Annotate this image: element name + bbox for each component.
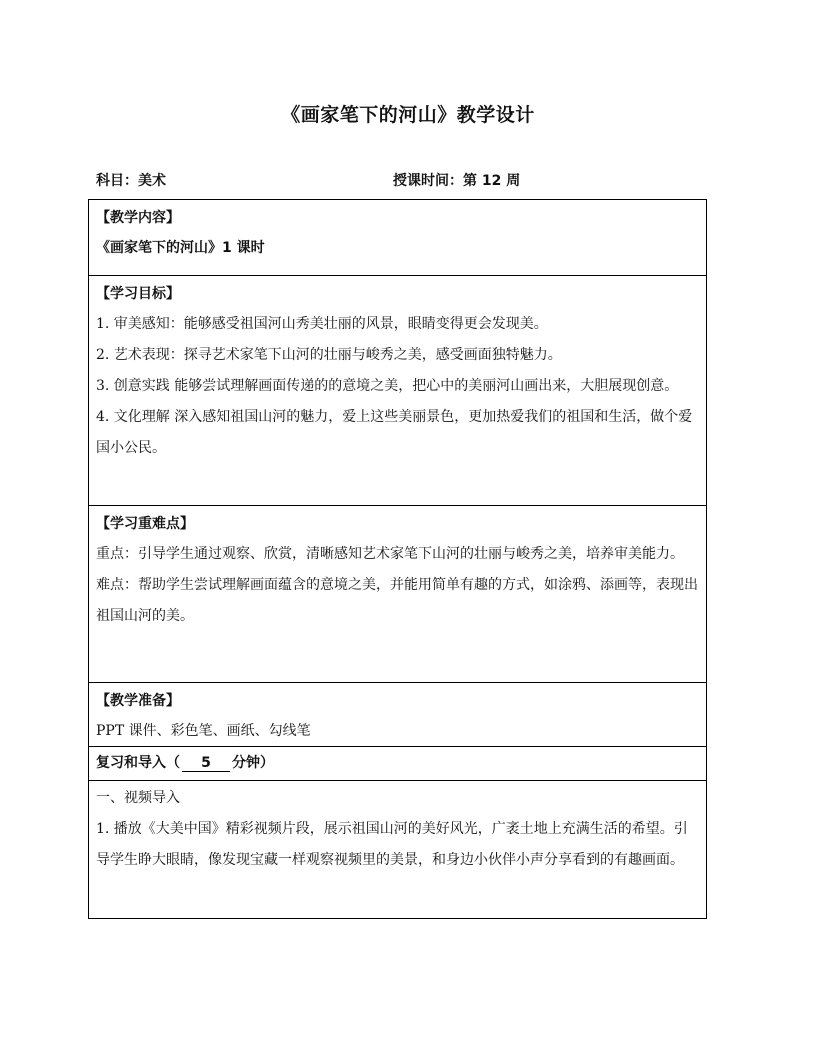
preparation-body: PPT 课件、彩色笔、画纸、勾线笔 <box>96 723 311 739</box>
learning-goal-item: 1. 审美感知：能够感受祖国河山秀美壮丽的风景，眼睛变得更会发现美。 <box>96 316 548 332</box>
learning-goals-section <box>89 276 706 506</box>
meta-row <box>96 170 716 192</box>
key-points-heading: 【学习重难点】 <box>96 516 194 532</box>
learning-goals-heading: 【学习目标】 <box>96 286 180 302</box>
review-intro-heading <box>96 747 699 780</box>
class-time-label: 授课时间：第 12 周 <box>393 173 521 189</box>
preparation-section <box>89 683 706 747</box>
preparation-heading: 【教学准备】 <box>96 693 180 709</box>
video-intro-subheading: 一、视频导入 <box>96 790 180 806</box>
key-focus-text: 重点：引导学生通过观察、欣赏，清晰感知艺术家笔下山河的壮丽与峻秀之美，培养审美能力。 <box>96 546 684 562</box>
review-intro-section <box>89 747 706 781</box>
learning-goal-item: 3. 创意实践 能够尝试理解画面传递的的意境之美，把心中的美丽河山画出来，大胆展现创意。 <box>96 378 679 394</box>
key-points-section <box>89 506 706 683</box>
video-intro-body: 1. 播放《大美中国》精彩视频片段，展示祖国山河的美好风光，广袤土地上充满生活的希望。引导学生睁大眼睛，像发现宝藏一样观察视频里的美景，和身边小伙伴小声分享看到的有趣画面。 <box>96 821 688 868</box>
review-intro-prefix: 复习和导入（ <box>96 755 180 771</box>
learning-goal-item: 2. 艺术表现：探寻艺术家笔下山河的壮丽与峻秀之美，感受画面独特魅力。 <box>96 347 562 363</box>
lesson-plan-table <box>88 199 707 919</box>
teaching-content-section <box>89 200 706 276</box>
learning-goal-item: 4. 文化理解 深入感知祖国山河的魅力，爱上这些美丽景色，更加热爱我们的祖国和生活，做个爱国小公民。 <box>96 409 693 456</box>
video-intro-section <box>89 781 706 918</box>
subject-label: 科目：美术 <box>96 173 166 189</box>
teaching-content-body: 《画家笔下的河山》1 课时 <box>96 240 265 256</box>
review-minutes-value: 5 <box>182 755 230 772</box>
document-title: 《画家笔下的河山》教学设计 <box>281 104 535 126</box>
key-difficulty-text: 难点：帮助学生尝试理解画面蕴含的意境之美，并能用简单有趣的方式，如涂鸦、添画等，表现出祖国山河的美。 <box>96 577 698 624</box>
teaching-content-heading: 【教学内容】 <box>96 210 180 226</box>
review-intro-suffix: 分钟） <box>232 755 274 771</box>
